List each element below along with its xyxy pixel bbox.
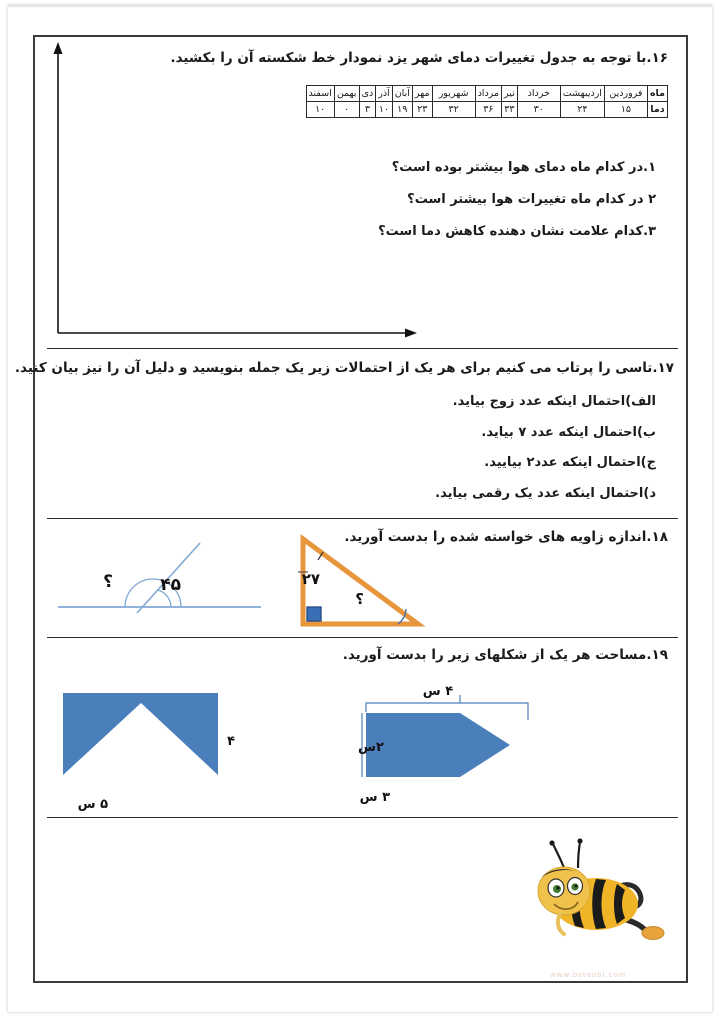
table-cell-month-4: تیر — [502, 86, 518, 102]
table-cell-month-7: مهر — [412, 86, 432, 102]
table-row-temperatures — [306, 102, 667, 118]
section-divider-4 — [47, 817, 678, 818]
table-cell-month-10: دی — [359, 86, 376, 102]
bee-foot — [642, 927, 664, 940]
table-row-months — [306, 86, 667, 102]
q17-item-c: ج)احتمال اینکه عدد۲ بیایید. — [484, 455, 656, 470]
q19-pentagon-label-bottom: ۳ س — [359, 790, 390, 805]
table-cell-month-12: اسفند — [306, 86, 334, 102]
table-cell-temp-12: ۱۰ — [306, 102, 334, 118]
bee-antenna-tip-left — [549, 840, 554, 845]
q17-title: ۱۷.تاسی را پرتاب می کنیم برای هر یک از احتمالات زیر یک جمله بنویسید و دلیل آن را نیز بیان کنید. — [14, 360, 674, 376]
x-axis-arrowhead — [405, 329, 417, 338]
q19-rectangle-minus-triangle-figure — [53, 675, 283, 820]
q16-title: ۱۶.با توجه به جدول تغییرات دمای شهر یزد نمودار خط شکسته آن را بکشید. — [170, 50, 668, 66]
table-cell-temp-8: ۱۹ — [392, 102, 412, 118]
section-divider-2 — [47, 518, 678, 519]
q18-triangle-unknown-angle-text: ؟ — [355, 590, 364, 608]
q16-question-2: ۲ در کدام ماه تغییرات هوا بیشتر است؟ — [407, 192, 656, 207]
pentagon-arrow-body — [366, 713, 510, 777]
table-header-month: ماه — [647, 86, 667, 102]
image-watermark: www.bstoobi.com — [550, 971, 627, 979]
table-cell-temp-9: ۱۰ — [376, 102, 392, 118]
table-header-temperature: دما — [647, 102, 667, 118]
bee-pupil-dot-right — [575, 885, 578, 888]
q18-supplementary-angle-figure — [53, 535, 268, 630]
q18-line-unknown-angle-text: ؟ — [103, 572, 113, 592]
worksheet-page — [14, 35, 688, 983]
q19-title: ۱۹.مساحت هر یک از شکلهای زیر را بدست آورید. — [342, 647, 668, 663]
rectangle-minus-triangle-body — [63, 693, 218, 775]
q17-item-a: الف)احتمال اینکه عدد زوج بیاید. — [452, 394, 656, 409]
table-cell-month-3: خرداد — [517, 86, 560, 102]
table-cell-temp-4: ۳۳ — [502, 102, 518, 118]
table-cell-month-6: شهریور — [432, 86, 475, 102]
q19-pentagon-shape-figure — [350, 677, 550, 807]
scan-top-edge — [8, 5, 712, 8]
q18-triangle-known-angle-text: ۲۷ — [301, 570, 320, 588]
table-cell-temp-2: ۲۴ — [560, 102, 604, 118]
table-cell-temp-1: ۱۵ — [604, 102, 647, 118]
q16-question-3: ۳.کدام علامت نشان دهنده کاهش دما است؟ — [378, 224, 656, 239]
table-cell-month-8: آبان — [392, 86, 412, 102]
q17-item-b: ب)احتمال اینکه عدد ۷ بیاید. — [481, 425, 656, 440]
table-cell-temp-11: ۰ — [334, 102, 359, 118]
q17-item-d: د)احتمال اینکه عدد یک رقمی بیاید. — [435, 486, 656, 501]
table-cell-month-1: فروردین — [604, 86, 647, 102]
bee-antenna-tip-right — [577, 838, 582, 843]
table-cell-month-2: اردیبهشت — [560, 86, 604, 102]
cartoon-bee-illustration — [520, 832, 680, 957]
q18-right-triangle-figure — [290, 532, 430, 637]
bee-pupil-right — [571, 883, 578, 890]
section-divider-3 — [47, 637, 678, 638]
q19-pentagon-label-top: ۴ س — [422, 684, 454, 699]
bee-pupil-dot-left — [557, 887, 560, 890]
bee-antenna-right — [578, 842, 580, 868]
q16-question-1: ۱.در کدام ماه دمای هوا بیشتر بوده است؟ — [391, 160, 656, 175]
table-cell-temp-3: ۳۰ — [517, 102, 560, 118]
table-cell-month-11: بهمن — [334, 86, 359, 102]
table-cell-temp-6: ۳۲ — [432, 102, 475, 118]
section-divider-1 — [47, 348, 678, 349]
table-cell-temp-7: ۲۳ — [412, 102, 432, 118]
table-cell-month-9: آذر — [376, 86, 392, 102]
y-axis-arrowhead — [54, 42, 63, 54]
table-cell-temp-5: ۳۶ — [475, 102, 501, 118]
right-angle-marker — [307, 607, 321, 621]
q18-title: ۱۸.اندازه زاویه های خواسته شده را بدست آورید. — [344, 529, 668, 545]
table-cell-temp-10: ۳ — [359, 102, 376, 118]
q19-left-shape-label-bottom: ۵ س — [77, 797, 108, 812]
q19-left-shape-label-right: ۴ — [227, 734, 235, 749]
q18-line-known-angle-text: ۴۵ — [160, 575, 181, 595]
q16-temperature-table — [306, 85, 668, 118]
table-cell-month-5: مرداد — [475, 86, 501, 102]
q19-pentagon-label-left: ۲س — [358, 740, 384, 755]
